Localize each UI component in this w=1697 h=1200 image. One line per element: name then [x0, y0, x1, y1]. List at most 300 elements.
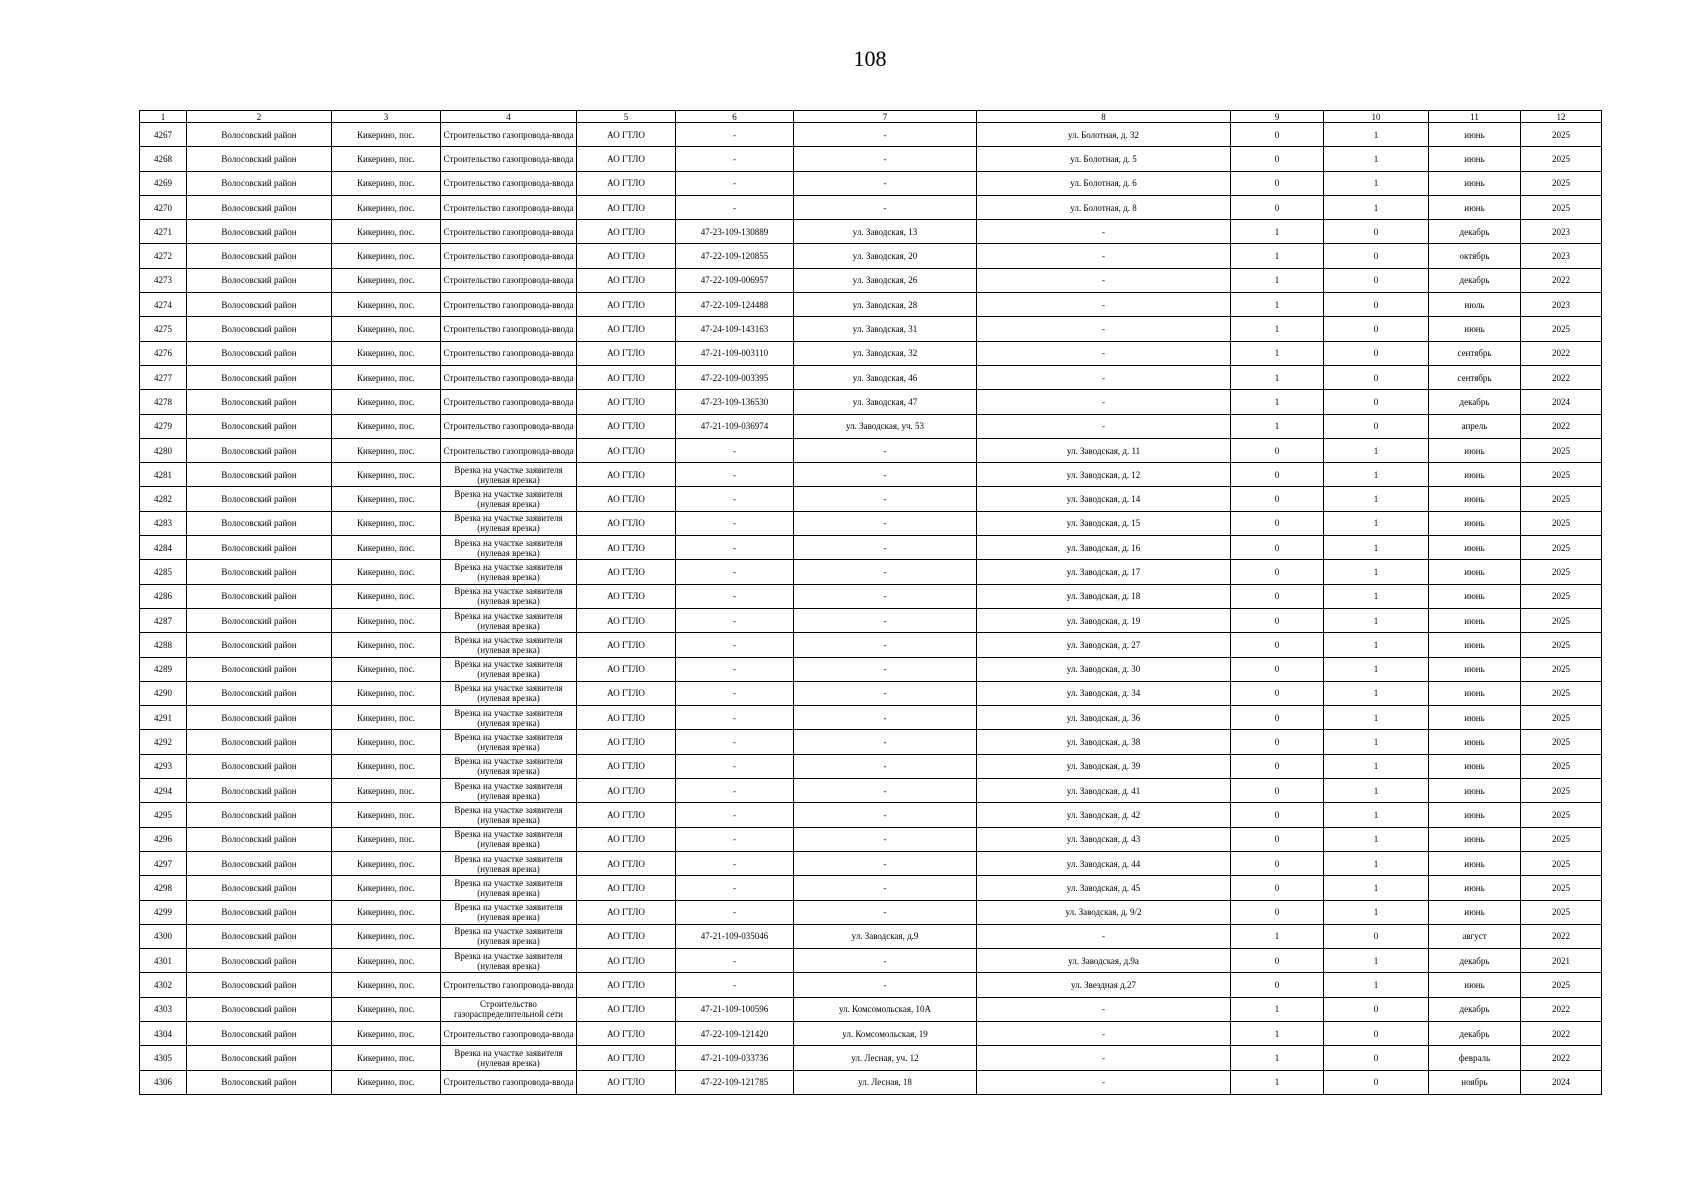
table-cell: 4299 — [140, 900, 187, 924]
table-cell: 2025 — [1521, 171, 1602, 195]
table-cell: ул. Заводская, 28 — [794, 293, 977, 317]
table-cell: 2022 — [1521, 997, 1602, 1021]
table-cell: 1 — [1231, 341, 1324, 365]
table-cell: Волосовский район — [187, 536, 332, 560]
table-cell: - — [676, 560, 794, 584]
table-cell: июнь — [1429, 123, 1521, 147]
table-cell: 2025 — [1521, 147, 1602, 171]
table-cell: ул. Заводская, д. 19 — [977, 608, 1231, 632]
table-cell: Строительство газопровода-ввода — [441, 390, 577, 414]
table-row — [140, 608, 1602, 632]
table-cell: ноябрь — [1429, 1070, 1521, 1094]
table-cell: Строительство газопровода-ввода — [441, 1021, 577, 1045]
table-cell: - — [676, 511, 794, 535]
table-cell: ул. Комсомольская, 10А — [794, 997, 977, 1021]
table-row — [140, 293, 1602, 317]
table-cell: 2025 — [1521, 779, 1602, 803]
table-cell: 1 — [1231, 293, 1324, 317]
table-cell: Кикерино, пос. — [332, 171, 441, 195]
table-cell: 4274 — [140, 293, 187, 317]
table-cell: 1 — [1324, 754, 1429, 778]
table-cell: июнь — [1429, 706, 1521, 730]
table-cell: - — [676, 195, 794, 219]
table-cell: 1 — [1324, 876, 1429, 900]
table-cell: 4294 — [140, 779, 187, 803]
table-cell: 2025 — [1521, 827, 1602, 851]
table-cell: ул. Заводская, д. 38 — [977, 730, 1231, 754]
table-cell: - — [794, 171, 977, 195]
table-cell: - — [794, 779, 977, 803]
table-cell: 4286 — [140, 584, 187, 608]
table-cell: сентябрь — [1429, 341, 1521, 365]
table-row — [140, 487, 1602, 511]
table-cell: 4278 — [140, 390, 187, 414]
table-cell: Кикерино, пос. — [332, 997, 441, 1021]
table-cell: 1 — [1231, 220, 1324, 244]
table-cell: 1 — [1324, 463, 1429, 487]
table-cell: Кикерино, пос. — [332, 536, 441, 560]
table-cell: Строительство газопровода-ввода — [441, 244, 577, 268]
table-cell: ул. Заводская, д.9 — [794, 924, 977, 948]
table-cell: - — [794, 973, 977, 997]
table-cell: Врезка на участке заявителя (нулевая врезка) — [441, 657, 577, 681]
table-cell: Волосовский район — [187, 973, 332, 997]
table-cell: июнь — [1429, 511, 1521, 535]
table-row — [140, 536, 1602, 560]
table-cell: - — [794, 147, 977, 171]
table-cell: ул. Заводская, д. 27 — [977, 633, 1231, 657]
table-cell: 1 — [1324, 730, 1429, 754]
table-cell: 0 — [1231, 973, 1324, 997]
table-cell: - — [977, 317, 1231, 341]
table-cell: АО ГТЛО — [577, 365, 676, 389]
table-cell: 1 — [1324, 657, 1429, 681]
table-cell: 2025 — [1521, 851, 1602, 875]
table-cell: Волосовский район — [187, 171, 332, 195]
column-number: 7 — [794, 111, 977, 123]
table-cell: декабрь — [1429, 949, 1521, 973]
table-cell: Строительство газопровода-ввода — [441, 147, 577, 171]
table-cell: 4283 — [140, 511, 187, 535]
table-cell: 2022 — [1521, 268, 1602, 292]
table-cell: 4270 — [140, 195, 187, 219]
table-row — [140, 657, 1602, 681]
table-cell: ул. Заводская, д. 12 — [977, 463, 1231, 487]
table-cell: Кикерино, пос. — [332, 220, 441, 244]
table-cell: ул. Заводская, д. 34 — [977, 681, 1231, 705]
table-row — [140, 463, 1602, 487]
table-cell: - — [794, 754, 977, 778]
table-cell: Строительство газопровода-ввода — [441, 195, 577, 219]
table-cell: 0 — [1231, 633, 1324, 657]
table-cell: - — [676, 803, 794, 827]
table-cell: Кикерино, пос. — [332, 317, 441, 341]
table-cell: 2025 — [1521, 876, 1602, 900]
table-cell: 0 — [1231, 511, 1324, 535]
page-number: 108 — [853, 46, 887, 71]
table-row — [140, 171, 1602, 195]
table-row — [140, 341, 1602, 365]
table-cell: Волосовский район — [187, 657, 332, 681]
table-cell: 2025 — [1521, 730, 1602, 754]
table-cell: - — [794, 706, 977, 730]
table-cell: Кикерино, пос. — [332, 851, 441, 875]
table-cell: Строительство газопровода-ввода — [441, 341, 577, 365]
table-cell: 0 — [1324, 244, 1429, 268]
table-cell: 4280 — [140, 438, 187, 462]
table-cell: 2025 — [1521, 754, 1602, 778]
table-cell: Строительство газопровода-ввода — [441, 268, 577, 292]
column-number: 8 — [977, 111, 1231, 123]
table-cell: ул. Болотная, д. 8 — [977, 195, 1231, 219]
table-cell: 0 — [1231, 584, 1324, 608]
table-cell: ул. Заводская, д. 30 — [977, 657, 1231, 681]
table-cell: Строительство газопровода-ввода — [441, 365, 577, 389]
table-cell: Врезка на участке заявителя (нулевая врезка) — [441, 584, 577, 608]
table-cell: Волосовский район — [187, 244, 332, 268]
table-cell: 4304 — [140, 1021, 187, 1045]
table-cell: Строительство газопровода-ввода — [441, 1070, 577, 1094]
table-cell: - — [794, 681, 977, 705]
table-cell: АО ГТЛО — [577, 730, 676, 754]
table-cell: 0 — [1231, 681, 1324, 705]
table-cell: - — [977, 997, 1231, 1021]
table-cell: Волосовский район — [187, 268, 332, 292]
table-cell: АО ГТЛО — [577, 123, 676, 147]
table-cell: июнь — [1429, 147, 1521, 171]
table-cell: Волосовский район — [187, 754, 332, 778]
table-cell: АО ГТЛО — [577, 463, 676, 487]
table-cell: 0 — [1231, 147, 1324, 171]
table-cell: - — [676, 657, 794, 681]
table-cell: 4271 — [140, 220, 187, 244]
table-cell: - — [794, 608, 977, 632]
table-row — [140, 754, 1602, 778]
table-cell: 47-24-109-143163 — [676, 317, 794, 341]
table-cell: Кикерино, пос. — [332, 827, 441, 851]
table-cell: 4291 — [140, 706, 187, 730]
table-cell: 1 — [1324, 511, 1429, 535]
table-cell: Волосовский район — [187, 827, 332, 851]
table-cell: Строительство газопровода-ввода — [441, 220, 577, 244]
table-cell: 47-22-109-120855 — [676, 244, 794, 268]
table-cell: Кикерино, пос. — [332, 244, 441, 268]
table-cell: Кикерино, пос. — [332, 681, 441, 705]
table-cell: июнь — [1429, 657, 1521, 681]
table-row — [140, 730, 1602, 754]
table-cell: 1 — [1324, 706, 1429, 730]
table-cell: 0 — [1231, 123, 1324, 147]
table-cell: АО ГТЛО — [577, 1046, 676, 1070]
table-cell: ул. Заводская, 46 — [794, 365, 977, 389]
table-cell: АО ГТЛО — [577, 608, 676, 632]
table-cell: Строительство газопровода-ввода — [441, 414, 577, 438]
table-cell: - — [977, 390, 1231, 414]
table-cell: Кикерино, пос. — [332, 803, 441, 827]
table-cell: 0 — [1324, 365, 1429, 389]
table-cell: сентябрь — [1429, 365, 1521, 389]
table-cell: - — [676, 730, 794, 754]
table-cell: АО ГТЛО — [577, 706, 676, 730]
table-cell: 4300 — [140, 924, 187, 948]
table-cell: ул. Лесная, 18 — [794, 1070, 977, 1094]
table-cell: 4272 — [140, 244, 187, 268]
table-cell: Волосовский район — [187, 779, 332, 803]
table-row — [140, 123, 1602, 147]
table-row — [140, 803, 1602, 827]
table-row — [140, 414, 1602, 438]
table-cell: ул. Болотная, д. 5 — [977, 147, 1231, 171]
table-cell: Кикерино, пос. — [332, 195, 441, 219]
table-cell: - — [794, 438, 977, 462]
table-cell: 2025 — [1521, 584, 1602, 608]
table-row — [140, 195, 1602, 219]
table-cell: 0 — [1324, 341, 1429, 365]
table-cell: Кикерино, пос. — [332, 924, 441, 948]
table-cell: - — [977, 1070, 1231, 1094]
data-table — [139, 110, 1602, 1095]
table-cell: - — [794, 511, 977, 535]
table-cell: 4281 — [140, 463, 187, 487]
table-row — [140, 317, 1602, 341]
table-cell: 1 — [1324, 900, 1429, 924]
table-cell: Врезка на участке заявителя (нулевая врезка) — [441, 827, 577, 851]
table-cell: - — [977, 414, 1231, 438]
table-cell: АО ГТЛО — [577, 536, 676, 560]
table-cell: 1 — [1231, 924, 1324, 948]
table-cell: Врезка на участке заявителя (нулевая врезка) — [441, 779, 577, 803]
table-cell: - — [977, 365, 1231, 389]
table-cell: - — [794, 827, 977, 851]
table-cell: июнь — [1429, 803, 1521, 827]
table-cell: 0 — [1324, 997, 1429, 1021]
table-cell: 47-21-109-036974 — [676, 414, 794, 438]
table-cell: 0 — [1231, 876, 1324, 900]
table-cell: 1 — [1324, 438, 1429, 462]
table-cell: ул. Заводская, д. 36 — [977, 706, 1231, 730]
table-cell: Врезка на участке заявителя (нулевая врезка) — [441, 536, 577, 560]
table-cell: АО ГТЛО — [577, 341, 676, 365]
table-row — [140, 876, 1602, 900]
table-cell: - — [794, 463, 977, 487]
table-cell: 47-21-109-033736 — [676, 1046, 794, 1070]
table-cell: 2025 — [1521, 973, 1602, 997]
table-cell: июнь — [1429, 730, 1521, 754]
table-cell: Строительство газопровода-ввода — [441, 317, 577, 341]
table-row — [140, 949, 1602, 973]
table-cell: 4285 — [140, 560, 187, 584]
table-row — [140, 997, 1602, 1021]
table-cell: Врезка на участке заявителя (нулевая врезка) — [441, 706, 577, 730]
table-cell: декабрь — [1429, 997, 1521, 1021]
table-cell: АО ГТЛО — [577, 268, 676, 292]
table-cell: октябрь — [1429, 244, 1521, 268]
column-number: 1 — [140, 111, 187, 123]
table-cell: Врезка на участке заявителя (нулевая врезка) — [441, 1046, 577, 1070]
table-cell: 0 — [1324, 268, 1429, 292]
table-cell: июль — [1429, 293, 1521, 317]
table-cell: 2022 — [1521, 414, 1602, 438]
table-cell: Врезка на участке заявителя (нулевая врезка) — [441, 681, 577, 705]
table-cell: Волосовский район — [187, 924, 332, 948]
table-cell: 4293 — [140, 754, 187, 778]
table-cell: Волосовский район — [187, 608, 332, 632]
table-cell: ул. Заводская, д. 14 — [977, 487, 1231, 511]
table-cell: 47-22-109-121785 — [676, 1070, 794, 1094]
table-cell: 1 — [1324, 584, 1429, 608]
table-cell: 2025 — [1521, 657, 1602, 681]
table-cell: - — [676, 463, 794, 487]
table-cell: - — [676, 851, 794, 875]
table-cell: 0 — [1231, 730, 1324, 754]
table-cell: Врезка на участке заявителя (нулевая врезка) — [441, 487, 577, 511]
table-cell: - — [977, 244, 1231, 268]
table-cell: АО ГТЛО — [577, 171, 676, 195]
table-cell: 1 — [1231, 244, 1324, 268]
table-cell: ул. Заводская, д. 17 — [977, 560, 1231, 584]
table-cell: Кикерино, пос. — [332, 1046, 441, 1070]
table-cell: 1 — [1324, 195, 1429, 219]
table-cell: 1 — [1324, 851, 1429, 875]
table-cell: 0 — [1231, 657, 1324, 681]
table-row — [140, 438, 1602, 462]
table-cell: декабрь — [1429, 390, 1521, 414]
table-cell: - — [676, 900, 794, 924]
table-cell: 47-22-109-124488 — [676, 293, 794, 317]
table-cell: 0 — [1231, 463, 1324, 487]
table-cell: Врезка на участке заявителя (нулевая врезка) — [441, 511, 577, 535]
table-cell: 2025 — [1521, 195, 1602, 219]
table-cell: 0 — [1231, 706, 1324, 730]
table-cell: - — [794, 803, 977, 827]
table-cell: 1 — [1324, 633, 1429, 657]
table-cell: 4273 — [140, 268, 187, 292]
table-cell: - — [794, 657, 977, 681]
table-cell: 0 — [1231, 487, 1324, 511]
table-row — [140, 1021, 1602, 1045]
table-cell: Кикерино, пос. — [332, 706, 441, 730]
table-cell: 47-23-109-130889 — [676, 220, 794, 244]
table-cell: - — [794, 123, 977, 147]
table-cell: 1 — [1231, 1070, 1324, 1094]
table-cell: Волосовский район — [187, 147, 332, 171]
table-cell: 47-21-109-003110 — [676, 341, 794, 365]
column-number-row — [140, 111, 1602, 123]
table-cell: АО ГТЛО — [577, 244, 676, 268]
table-cell: Волосовский район — [187, 365, 332, 389]
table-cell: Волосовский район — [187, 487, 332, 511]
table-cell: 47-22-109-003395 — [676, 365, 794, 389]
table-cell: ул. Заводская, д. 16 — [977, 536, 1231, 560]
table-cell: июнь — [1429, 584, 1521, 608]
table-row — [140, 147, 1602, 171]
table-cell: Кикерино, пос. — [332, 973, 441, 997]
table-row — [140, 973, 1602, 997]
table-cell: Волосовский район — [187, 1070, 332, 1094]
table-cell: Врезка на участке заявителя (нулевая врезка) — [441, 463, 577, 487]
table-cell: Кикерино, пос. — [332, 633, 441, 657]
table-cell: Волосовский район — [187, 1046, 332, 1070]
table-cell: Кикерино, пос. — [332, 147, 441, 171]
table-cell: 0 — [1324, 414, 1429, 438]
table-cell: АО ГТЛО — [577, 657, 676, 681]
column-number: 5 — [577, 111, 676, 123]
table-cell: 4306 — [140, 1070, 187, 1094]
table-cell: - — [676, 827, 794, 851]
table-cell: 47-22-109-006957 — [676, 268, 794, 292]
table-cell: 0 — [1231, 438, 1324, 462]
table-cell: Кикерино, пос. — [332, 511, 441, 535]
table-cell: Кикерино, пос. — [332, 949, 441, 973]
table-cell: 2023 — [1521, 293, 1602, 317]
table-cell: - — [676, 147, 794, 171]
table-cell: 2022 — [1521, 1021, 1602, 1045]
table-cell: АО ГТЛО — [577, 414, 676, 438]
table-cell: АО ГТЛО — [577, 949, 676, 973]
table-cell: Волосовский район — [187, 511, 332, 535]
table-cell: декабрь — [1429, 268, 1521, 292]
table-cell: ул. Комсомольская, 19 — [794, 1021, 977, 1045]
table-cell: июнь — [1429, 827, 1521, 851]
table-cell: ул. Заводская, 26 — [794, 268, 977, 292]
table-cell: 0 — [1324, 293, 1429, 317]
table-cell: 0 — [1231, 949, 1324, 973]
table-cell: 47-21-109-100596 — [676, 997, 794, 1021]
table-cell: ул. Заводская, д.9а — [977, 949, 1231, 973]
table-cell: АО ГТЛО — [577, 438, 676, 462]
table-cell: - — [676, 608, 794, 632]
table-cell: Строительство газопровода-ввода — [441, 293, 577, 317]
table-cell: Кикерино, пос. — [332, 876, 441, 900]
table-cell: 1 — [1324, 827, 1429, 851]
table-cell: 0 — [1231, 536, 1324, 560]
table-cell: 0 — [1231, 803, 1324, 827]
table-cell: 0 — [1231, 171, 1324, 195]
column-number: 12 — [1521, 111, 1602, 123]
table-cell: 1 — [1231, 268, 1324, 292]
table-cell: Кикерино, пос. — [332, 463, 441, 487]
table-cell: 4287 — [140, 608, 187, 632]
table-cell: 0 — [1324, 317, 1429, 341]
column-number: 4 — [441, 111, 577, 123]
table-cell: 4275 — [140, 317, 187, 341]
table-cell: - — [794, 949, 977, 973]
column-number: 2 — [187, 111, 332, 123]
table-cell: декабрь — [1429, 1021, 1521, 1045]
table-cell: 4290 — [140, 681, 187, 705]
table-cell: 4284 — [140, 536, 187, 560]
table-cell: Кикерино, пос. — [332, 730, 441, 754]
table-cell: 0 — [1324, 1046, 1429, 1070]
table-cell: - — [676, 438, 794, 462]
table-cell: Строительство газопровода-ввода — [441, 973, 577, 997]
table-cell: 2025 — [1521, 608, 1602, 632]
table-cell: АО ГТЛО — [577, 997, 676, 1021]
table-cell: 1 — [1324, 949, 1429, 973]
table-cell: 4277 — [140, 365, 187, 389]
table-cell: 0 — [1324, 220, 1429, 244]
table-cell: ул. Заводская, д. 45 — [977, 876, 1231, 900]
table-cell: 2024 — [1521, 1070, 1602, 1094]
table-cell: 4295 — [140, 803, 187, 827]
table-cell: Волосовский район — [187, 681, 332, 705]
table-cell: 1 — [1324, 973, 1429, 997]
table-cell: АО ГТЛО — [577, 754, 676, 778]
table-cell: июнь — [1429, 487, 1521, 511]
table-cell: июнь — [1429, 608, 1521, 632]
table-cell: июнь — [1429, 633, 1521, 657]
table-cell: - — [676, 681, 794, 705]
